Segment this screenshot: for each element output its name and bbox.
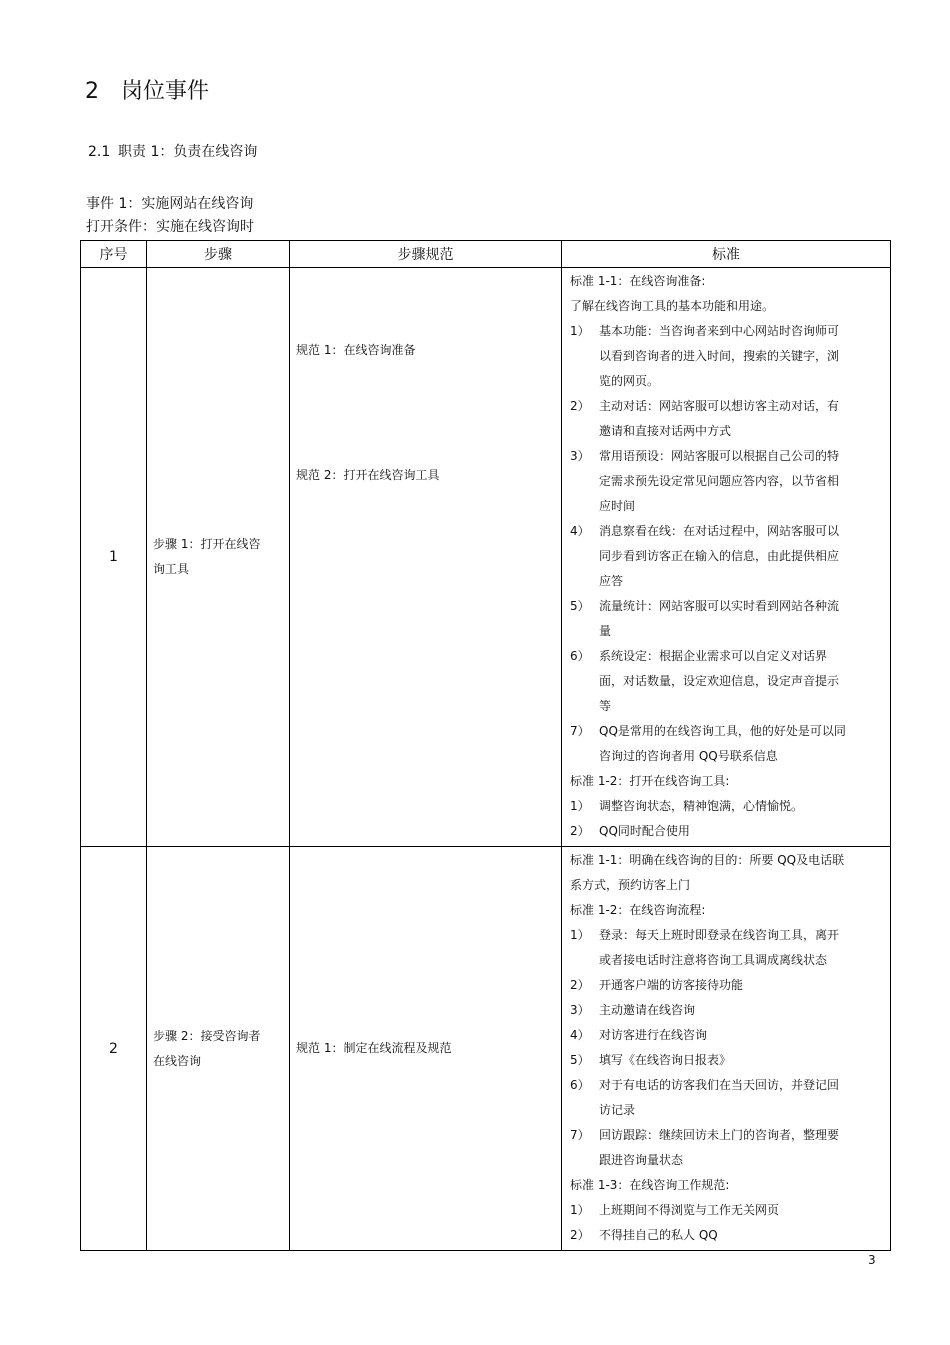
standard-continuation: 等 — [599, 699, 612, 713]
cell-step — [147, 847, 290, 1251]
standard-item — [570, 1223, 886, 1248]
cell-step — [147, 268, 290, 847]
standard-continuation: 量 — [599, 624, 612, 638]
header-standard: 标准 — [562, 241, 891, 268]
standard-item — [570, 444, 886, 469]
standard-text — [570, 294, 886, 319]
subsection-number: 2.1 — [88, 144, 111, 160]
cell-seq: 1 — [81, 268, 147, 847]
header-step: 步骤 — [147, 241, 290, 268]
standard-line: 消息察看在线：在对话过程中，网站客服可以 — [599, 524, 840, 538]
standard-line: 填写《在线咨询日报表》 — [599, 1053, 732, 1067]
standard-continuation: 咨询过的咨询者用 QQ号联系信息 — [599, 749, 778, 763]
item-number: 4） — [570, 1028, 590, 1042]
item-number: 1） — [570, 799, 590, 813]
standard-line: 了解在线咨询工具的基本功能和用途。 — [570, 299, 775, 313]
standard-line: 对于有电话的访客我们在当天回访，并登记回 — [599, 1078, 840, 1092]
cell-standard — [562, 847, 891, 1251]
standard-continuation: 应时间 — [599, 499, 636, 513]
standard-text — [570, 769, 886, 794]
table-row — [81, 268, 891, 847]
standard-item — [570, 394, 886, 419]
table-row — [81, 847, 891, 1251]
subsection-title: 职责 1：负责在线咨询 — [118, 144, 258, 160]
spec-item: 规范 2：打开在线咨询工具 — [296, 468, 440, 482]
standard-line: 登录：每天上班时即登录在线咨询工具，离开 — [599, 928, 840, 942]
standard-line: 调整咨询状态，精神饱满，心情愉悦。 — [599, 799, 804, 813]
step-line: 在线咨询 — [153, 1053, 202, 1068]
item-number: 3） — [570, 1003, 590, 1017]
item-number: 6） — [570, 649, 590, 663]
header-seq: 序号 — [81, 241, 147, 268]
item-number: 6） — [570, 1078, 590, 1092]
spec-item: 规范 1：制定在线流程及规范 — [296, 1041, 452, 1055]
standard-continuation: 览的网页。 — [599, 374, 660, 388]
standard-line: 标准 1-3：在线咨询工作规范: — [570, 1178, 730, 1192]
section-heading — [85, 74, 209, 105]
cell-seq: 2 — [81, 847, 147, 1251]
standard-item — [570, 973, 886, 998]
page-number: 3 — [868, 1253, 876, 1267]
standard-item — [570, 1073, 886, 1098]
standard-continuation: 跟进咨询量状态 — [599, 1153, 684, 1167]
subsection-heading — [88, 141, 257, 161]
standard-item — [570, 319, 886, 344]
standard-line: 流量统计：网站客服可以实时看到网站各种流 — [599, 599, 840, 613]
table-header-row — [81, 241, 891, 268]
standard-text — [570, 1173, 886, 1198]
standard-continuation: 系方式，预约访客上门 — [570, 878, 691, 892]
condition-label: 打开条件：实施在线咨询时 — [86, 219, 254, 235]
standard-item — [570, 794, 886, 819]
heading-title: 岗位事件 — [121, 79, 210, 104]
standard-continuation: 以看到咨询者的进入时间，搜索的关键字，浏 — [599, 349, 840, 363]
standard-line: 常用语预设：网站客服可以根据自己公司的特 — [599, 449, 840, 463]
standard-text — [570, 898, 886, 923]
item-number: 4） — [570, 524, 590, 538]
standard-line: 上班期间不得浏览与工作无关网页 — [599, 1203, 780, 1217]
item-number: 7） — [570, 724, 590, 738]
step-line: 步骤 1：打开在线咨 — [153, 537, 261, 551]
step-line: 步骤 2：接受咨询者 — [153, 1028, 261, 1043]
standard-item — [570, 1023, 886, 1048]
item-number: 2） — [570, 824, 590, 838]
standard-continuation: 面，对话数量，设定欢迎信息，设定声音提示 — [599, 674, 840, 688]
standard-line: 基本功能：当咨询者来到中心网站时咨询师可 — [599, 324, 840, 338]
item-number: 2） — [570, 399, 590, 413]
standard-line: QQ是常用的在线咨询工具，他的好处是可以同 — [599, 724, 846, 738]
item-number: 5） — [570, 1053, 590, 1067]
standard-line: 标准 1-1：在线咨询准备: — [570, 274, 706, 288]
standard-continuation: 同步看到访客正在输入的信息，由此提供相应 — [599, 549, 840, 563]
standard-line: 标准 1-1：明确在线咨询的目的：所要 QQ及电话联 — [570, 853, 845, 867]
standard-line: QQ同时配合使用 — [599, 824, 690, 838]
spec-item: 规范 1：在线咨询准备 — [296, 343, 416, 357]
item-number: 2） — [570, 1228, 590, 1242]
standard-continuation: 访记录 — [599, 1103, 636, 1117]
cell-spec — [290, 268, 562, 847]
cell-spec — [290, 847, 562, 1251]
item-number: 5） — [570, 599, 590, 613]
standard-item — [570, 819, 886, 844]
item-number: 1） — [570, 928, 590, 942]
standard-continuation: 定需求预先设定常见问题应答内容，以节省相 — [599, 474, 840, 488]
item-number: 2） — [570, 978, 590, 992]
standard-item — [570, 719, 886, 744]
standard-item — [570, 1198, 886, 1223]
standard-item — [570, 594, 886, 619]
standard-line: 标准 1-2：在线咨询流程: — [570, 903, 706, 917]
standard-line: 主动邀请在线咨询 — [599, 1003, 696, 1017]
event-label: 事件 1：实施网站在线咨询 — [86, 196, 254, 212]
standard-item — [570, 1123, 886, 1148]
standard-continuation: 邀请和直接对话两中方式 — [599, 424, 732, 438]
cell-standard — [562, 268, 891, 847]
standard-list — [570, 848, 886, 1248]
standard-item — [570, 1048, 886, 1073]
item-number: 3） — [570, 449, 590, 463]
item-number: 1） — [570, 324, 590, 338]
procedure-table — [80, 240, 891, 1251]
standard-line: 不得挂自己的私人 QQ — [599, 1228, 718, 1242]
item-number: 1） — [570, 1203, 590, 1217]
standard-text — [570, 848, 886, 873]
standard-line: 开通客户端的访客接待功能 — [599, 978, 744, 992]
standard-line: 系统设定：根据企业需求可以自定义对话界 — [599, 649, 828, 663]
standard-list — [570, 269, 886, 844]
header-spec: 步骤规范 — [290, 241, 562, 268]
standard-line: 主动对话：网站客服可以想访客主动对话，有 — [599, 399, 840, 413]
standard-item — [570, 519, 886, 544]
standard-continuation: 或者接电话时注意将咨询工具调成离线状态 — [599, 953, 828, 967]
standard-item — [570, 923, 886, 948]
standard-line: 回访跟踪：继续回访未上门的咨询者，整理要 — [599, 1128, 840, 1142]
standard-continuation: 应答 — [599, 574, 624, 588]
standard-line: 标准 1-2：打开在线咨询工具: — [570, 774, 730, 788]
item-number: 7） — [570, 1128, 590, 1142]
step-line: 询工具 — [153, 562, 190, 576]
standard-item — [570, 644, 886, 669]
heading-number: 2 — [85, 79, 99, 104]
standard-line: 对访客进行在线咨询 — [599, 1028, 708, 1042]
standard-text — [570, 269, 886, 294]
standard-item — [570, 998, 886, 1023]
